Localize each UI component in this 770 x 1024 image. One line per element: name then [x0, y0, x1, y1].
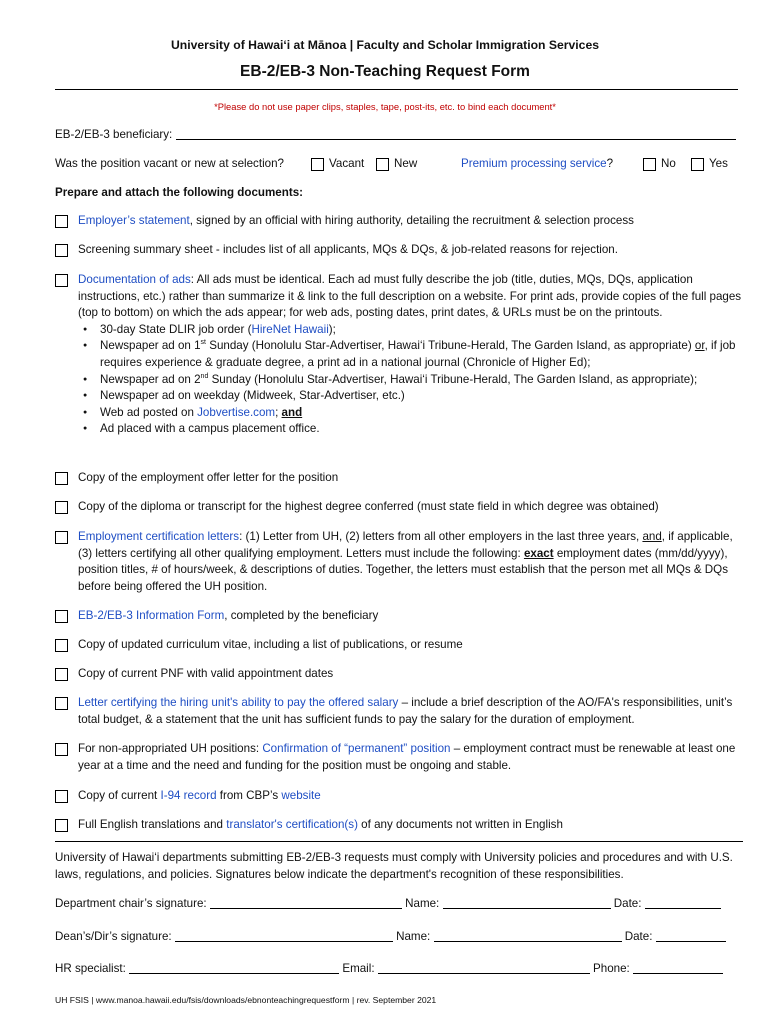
- non-appropriated-intro: For non-appropriated UH positions:: [78, 742, 263, 755]
- chair-signature-label: Department chair’s signature:: [55, 897, 207, 910]
- b2-or: or: [694, 339, 705, 353]
- b2-text: Newspaper ad on 1: [100, 339, 201, 353]
- dean-date-label: Date:: [624, 930, 653, 943]
- cv-checkbox[interactable]: [55, 639, 68, 652]
- item-translations: [55, 817, 745, 834]
- cert-and: and: [642, 530, 662, 543]
- item-curriculum-vitae: [55, 637, 745, 654]
- translations-end: of any documents not written in English: [357, 818, 563, 831]
- hr-specialist-field[interactable]: [129, 962, 339, 974]
- screening-summary-checkbox[interactable]: [55, 244, 68, 257]
- vacancy-question: Was the position vacant or new at selection?: [55, 157, 284, 170]
- item-employer-statement: [55, 213, 745, 230]
- i94-intro: Copy of current: [78, 789, 161, 802]
- b3-end: Sunday (Honolulu Star-Advertiser, Hawai‘i Tribune-Herald, The Garden Island, as appropriate);: [208, 372, 698, 386]
- cbp-website-link[interactable]: website: [281, 789, 321, 802]
- translations-intro: Full English translations and: [78, 818, 227, 831]
- b2-end: , if job requires experience & graduate degree, a print ad in a national journal (Chronicle of Higher Ed);: [100, 339, 736, 369]
- cert-text-3: employment dates (mm/dd/yyyy), position titles, # of hours/week, & descriptions of duties. Together, the letters must establish that the person met all MQs & DQs before being offered the UH position.: [78, 546, 728, 593]
- binding-note: *Please do not use paper clips, staples, tape, post-its, etc. to bind each document*: [214, 101, 556, 112]
- information-form-text: , completed by the beneficiary: [224, 609, 379, 622]
- chair-name-field[interactable]: [443, 897, 611, 909]
- institution-header: University of Hawaiʻi at Mānoa | Faculty and Scholar Immigration Services: [170, 38, 600, 52]
- jobvertise-link[interactable]: Jobvertise.com: [197, 405, 276, 419]
- hr-specialist-row: [55, 961, 745, 978]
- list-item: [78, 405, 745, 422]
- beneficiary-row: [55, 127, 745, 144]
- b3-text: Newspaper ad on 2: [100, 372, 201, 386]
- page-footer: UH FSIS | www.manoa.hawaii.edu/fsis/downloads/ebnonteachingrequestform | rev. September 2021: [55, 995, 437, 1005]
- item-offer-letter: [55, 470, 745, 487]
- employment-certification-link[interactable]: Employment certification letters: [78, 530, 240, 543]
- diploma-text: Copy of the diploma or transcript for the highest degree conferred (must state field in which degree was obtained): [78, 500, 659, 513]
- ability-to-pay-checkbox[interactable]: [55, 697, 68, 710]
- hr-phone-label: Phone:: [593, 962, 630, 975]
- b5-text: Web ad posted on: [100, 405, 198, 419]
- cv-text: Copy of updated curriculum vitae, including a list of publications, or resume: [78, 638, 463, 651]
- item-non-appropriated: [55, 741, 745, 774]
- cert-text-1: : (1) Letter from UH, (2) letters from all other employers in the last three years,: [239, 530, 643, 543]
- position-row: [55, 156, 745, 174]
- item-employment-certification: [55, 529, 745, 595]
- dean-signature-label: Dean’s/Dir’s signature:: [55, 930, 172, 943]
- i94-mid: from CBP’s: [216, 789, 282, 802]
- list-item: [78, 338, 745, 371]
- chair-date-field[interactable]: [645, 897, 721, 909]
- list-item: ● Newspaper ad on weekday (Midweek, Star-Advertiser, etc.): [78, 388, 745, 405]
- hr-specialist-label: HR specialist:: [55, 962, 126, 975]
- b2-mid: Sunday (Honolulu Star-Advertiser, Hawai‘i Tribune-Herald, The Garden Island, as appropriate): [206, 339, 695, 353]
- pnf-checkbox[interactable]: [55, 668, 68, 681]
- premium-yes-label: Yes: [709, 157, 728, 170]
- beneficiary-label: EB-2/EB-3 beneficiary:: [55, 128, 173, 141]
- item-information-form: [55, 608, 745, 625]
- information-form-link[interactable]: EB-2/EB-3 Information Form: [78, 609, 225, 622]
- form-title: EB-2/EB-3 Non-Teaching Request Form: [240, 63, 530, 80]
- ability-to-pay-text: – include a brief description of the AO/FA's responsibilities, unit’s total budget, & a statement that the unit has sufficient funds to pay the salary for the duration of employment.: [78, 696, 733, 726]
- i94-record-link[interactable]: I-94 record: [160, 789, 217, 802]
- premium-no-checkbox[interactable]: [643, 158, 656, 171]
- list-item: ● Ad placed with a campus placement office.: [78, 421, 745, 438]
- hirenet-link[interactable]: HireNet Hawaii: [251, 322, 329, 336]
- chair-signature-row: [55, 896, 745, 913]
- non-appropriated-text: – employment contract must be renewable at least one year at a time and the need and funding for the position must be ongoing and stable.: [78, 742, 736, 772]
- permanent-position-link[interactable]: Confirmation of “permanent” position: [262, 742, 451, 755]
- ads-checkbox[interactable]: [55, 274, 68, 287]
- new-label: New: [394, 157, 418, 170]
- title-rule: [55, 89, 738, 90]
- offer-letter-text: Copy of the employment offer letter for the position: [78, 471, 339, 484]
- b1-text: 30-day State DLIR job order (: [100, 322, 252, 336]
- prepare-heading: Prepare and attach the following documents:: [55, 186, 304, 199]
- hr-phone-field[interactable]: [633, 962, 723, 974]
- new-checkbox[interactable]: [376, 158, 389, 171]
- ads-bullet-list: [78, 322, 745, 438]
- item-pnf: [55, 666, 745, 683]
- information-form-checkbox[interactable]: [55, 610, 68, 623]
- employment-certification-checkbox[interactable]: [55, 531, 68, 544]
- item-screening-summary: [55, 242, 745, 259]
- b1-end: );: [328, 322, 336, 336]
- dean-name-label: Name:: [396, 930, 431, 943]
- hr-email-label: Email:: [342, 962, 375, 975]
- cert-text-2: , if applicable, (3) letters certifying all other qualifying employment. Letters must include the following:: [78, 530, 733, 560]
- premium-yes-checkbox[interactable]: [691, 158, 704, 171]
- chair-date-label: Date:: [613, 897, 642, 910]
- pnf-text: Copy of current PNF with valid appointment dates: [78, 667, 334, 680]
- premium-processing-link[interactable]: Premium processing service: [461, 157, 607, 170]
- list-item: [78, 372, 745, 389]
- compliance-statement: University of Hawai‘i departments submitting EB-2/EB-3 requests must comply with University policies and procedures and with U.S. laws, regulations, and policies. Signatures below indicate the department's recognition of these responsibilities.: [55, 851, 733, 881]
- non-appropriated-checkbox[interactable]: [55, 743, 68, 756]
- employer-statement-checkbox[interactable]: [55, 215, 68, 228]
- section-divider: [55, 841, 743, 842]
- documentation-of-ads-link[interactable]: Documentation of ads: [78, 273, 191, 286]
- translator-certification-link[interactable]: translator's certification(s): [226, 818, 358, 831]
- dean-date-field[interactable]: [656, 930, 726, 942]
- item-ability-to-pay: [55, 695, 745, 728]
- list-item: [78, 322, 745, 339]
- i94-checkbox[interactable]: [55, 790, 68, 803]
- b5-mid: ;: [275, 405, 282, 419]
- hr-email-field[interactable]: [378, 962, 590, 974]
- chair-signature-field[interactable]: [210, 897, 402, 909]
- beneficiary-field[interactable]: [176, 128, 736, 140]
- employer-statement-link[interactable]: Employer’s statement: [78, 214, 190, 227]
- diploma-checkbox[interactable]: [55, 501, 68, 514]
- dean-signature-row: [55, 929, 745, 946]
- dean-name-field[interactable]: [434, 930, 622, 942]
- premium-no-label: No: [661, 157, 676, 170]
- dean-signature-field[interactable]: [175, 930, 393, 942]
- premium-question-mark: ?: [606, 157, 614, 170]
- vacant-label: Vacant: [329, 157, 365, 170]
- b5-and: and: [281, 405, 303, 419]
- chair-name-label: Name:: [405, 897, 440, 910]
- employer-statement-text: , signed by an official with hiring authority, detailing the recruitment & selection process: [189, 214, 634, 227]
- b2-sup: st: [200, 339, 206, 347]
- ability-to-pay-link[interactable]: Letter certifying the hiring unit's ability to pay the offered salary: [78, 696, 399, 709]
- vacant-checkbox[interactable]: [311, 158, 324, 171]
- item-documentation-of-ads: [55, 272, 745, 438]
- item-diploma: [55, 499, 745, 516]
- translations-checkbox[interactable]: [55, 819, 68, 832]
- cert-exact: exact: [523, 546, 554, 560]
- b3-sup: nd: [200, 372, 209, 380]
- item-i94: [55, 788, 745, 805]
- ads-description: : All ads must be identical. Each ad must fully describe the job (title, duties, MQs, DQs, application instructions, etc.) rather than summarize it & link to the full description on a website. For print ads, provide copies of the full pages (top to bottom) on which the ads appear; for web ads, posting dates, print dates, & URLs must be on the printouts.: [78, 273, 742, 320]
- screening-summary-text: Screening summary sheet - includes list of all applicants, MQs & DQs, & job-related reasons for rejection.: [78, 243, 618, 256]
- offer-letter-checkbox[interactable]: [55, 472, 68, 485]
